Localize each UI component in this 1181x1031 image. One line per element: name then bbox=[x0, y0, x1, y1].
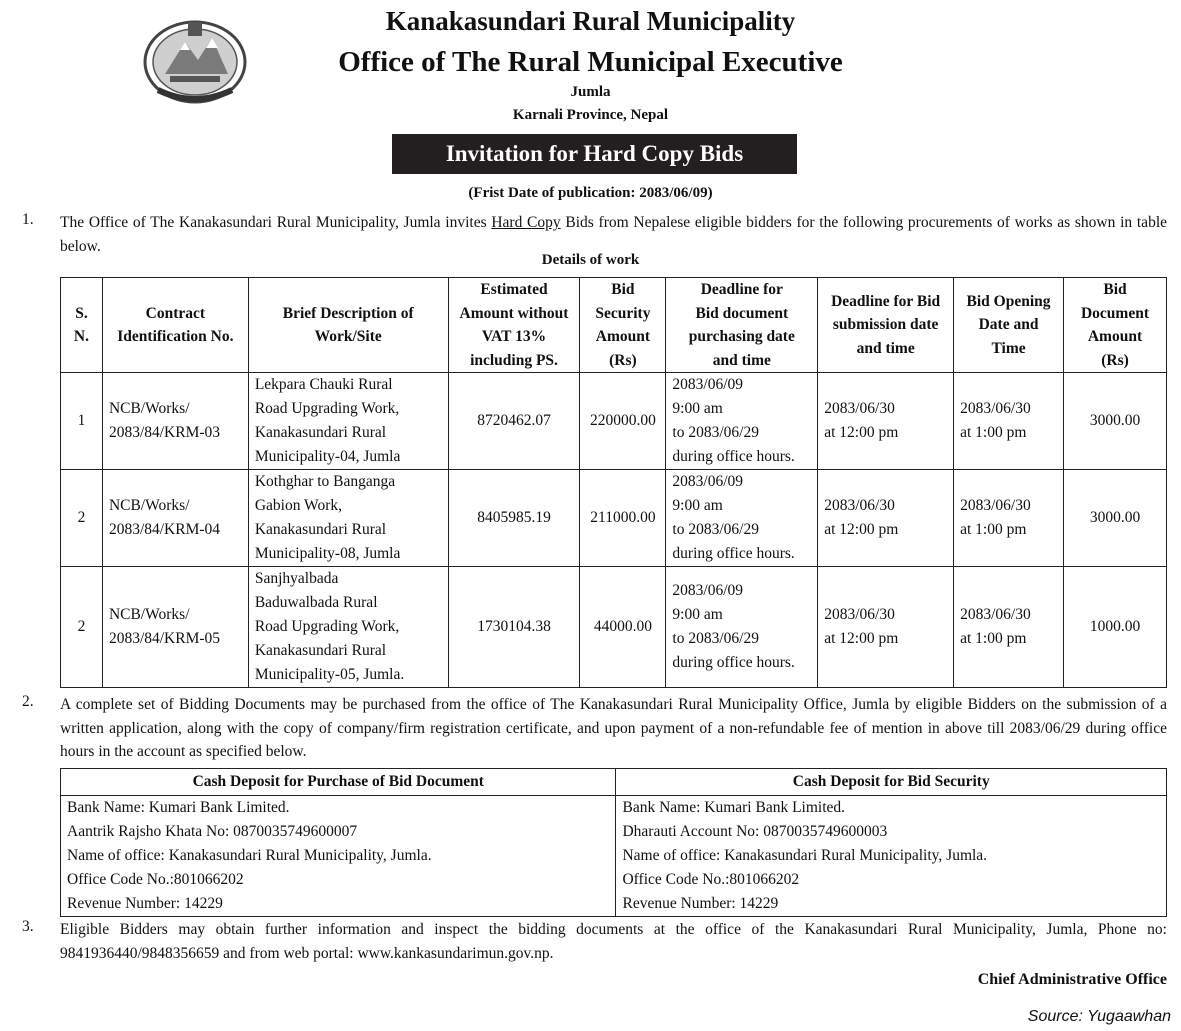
cell-doc-amount: 1000.00 bbox=[1064, 567, 1167, 688]
bank-right-line: Bank Name: Kumari Bank Limited. bbox=[622, 799, 846, 816]
para3-text: Eligible Bidders may obtain further information and inspect the bidding documents at the office of the Kanakasundari Rural Municipality, Jumla, Phone no: 9841936440/9848356659 and from web portal: www.kankasundarimun.gov.np. bbox=[60, 921, 1167, 962]
works-table bbox=[60, 277, 1167, 688]
table-header-row bbox=[61, 278, 1167, 373]
bank-right-line: Dharauti Account No: 0870035749600003 bbox=[622, 823, 888, 840]
header-contract: Contract Identification No. bbox=[102, 278, 248, 373]
para1-after: Bids from Nepalese eligible bidders for the following procurements of works as shown in table below. bbox=[60, 214, 1167, 255]
bank-left-line: Aantrik Rajsho Khata No: 0870035749600007 bbox=[67, 823, 358, 840]
notice-banner: Invitation for Hard Copy Bids bbox=[392, 134, 797, 174]
signoff: Chief Administrative Office bbox=[977, 971, 1167, 988]
table-caption: Details of work bbox=[541, 252, 640, 268]
header-description: Brief Description of Work/Site bbox=[248, 278, 448, 373]
cell-sn: 2 bbox=[61, 470, 103, 567]
cell-security: 211000.00 bbox=[580, 470, 666, 567]
cell-doc-deadline: 2083/06/09 9:00 am to 2083/06/29 during office hours. bbox=[666, 567, 818, 688]
cell-contract: NCB/Works/ 2083/84/KRM-05 bbox=[102, 567, 248, 688]
bank-left-line: Office Code No.:801066202 bbox=[67, 871, 244, 888]
para1-before: The Office of The Kanakasundari Rural Municipality, Jumla invites bbox=[60, 214, 492, 231]
bank-left-details bbox=[61, 796, 616, 917]
table-row bbox=[61, 470, 1167, 567]
cell-description: Lekpara Chauki Rural Road Upgrading Work, Kanakasundari Rural Municipality-04, Jumla bbox=[248, 373, 448, 470]
para3-number: 3. bbox=[22, 918, 34, 935]
cell-doc-deadline: 2083/06/09 9:00 am to 2083/06/29 during office hours. bbox=[666, 373, 818, 470]
source-credit: Source: Yugaawhan bbox=[1027, 1008, 1171, 1025]
bank-left-line: Name of office: Kanakasundari Rural Municipality, Jumla. bbox=[67, 847, 432, 864]
cell-sn: 2 bbox=[61, 567, 103, 688]
cell-description: Kothghar to Banganga Gabion Work, Kanakasundari Rural Municipality-08, Jumla bbox=[248, 470, 448, 567]
cell-security: 220000.00 bbox=[580, 373, 666, 470]
bank-right-details bbox=[616, 796, 1167, 917]
bank-details-table bbox=[60, 768, 1167, 917]
cell-description: Sanjhyalbada Baduwalbada Rural Road Upgrading Work, Kanakasundari Rural Municipality-05, Jumla. bbox=[248, 567, 448, 688]
header-amount: Estimated Amount without VAT 13% including PS. bbox=[448, 278, 580, 373]
header-sn: S. N. bbox=[61, 278, 103, 373]
header-doc-deadline: Deadline for Bid document purchasing date and time bbox=[666, 278, 818, 373]
cell-sub-deadline: 2083/06/30 at 12:00 pm bbox=[818, 373, 954, 470]
bank-right-line: Name of office: Kanakasundari Rural Municipality, Jumla. bbox=[622, 847, 988, 864]
bank-left-line: Bank Name: Kumari Bank Limited. bbox=[67, 799, 290, 816]
cell-doc-amount: 3000.00 bbox=[1064, 470, 1167, 567]
bank-right-line: Revenue Number: 14229 bbox=[622, 895, 779, 912]
table-row bbox=[61, 373, 1167, 470]
municipality-title: Kanakasundari Rural Municipality bbox=[385, 6, 796, 36]
para1-number: 1. bbox=[22, 211, 34, 228]
para2-text: A complete set of Bidding Documents may be purchased from the office of The Kanakasundari Rural Municipality Office, Jumla by eligible Bidders on the submission of a written application, along with the copy of company/firm registration certificate, and upon payment of a non-refundable fee of mention in above till 2083/06/29 during office hours in the account as specified below. bbox=[60, 696, 1167, 760]
bank-left-title: Cash Deposit for Purchase of Bid Document bbox=[61, 769, 616, 796]
cell-doc-amount: 3000.00 bbox=[1064, 373, 1167, 470]
para2-number: 2. bbox=[22, 693, 34, 710]
bank-right-line: Office Code No.:801066202 bbox=[622, 871, 800, 888]
cell-sn: 1 bbox=[61, 373, 103, 470]
cell-opening: 2083/06/30 at 1:00 pm bbox=[954, 470, 1064, 567]
province-line: Karnali Province, Nepal bbox=[512, 107, 669, 123]
header-doc-amount: Bid Document Amount (Rs) bbox=[1064, 278, 1167, 373]
cell-amount: 8405985.19 bbox=[448, 470, 580, 567]
header-sub-deadline: Deadline for Bid submission date and time bbox=[818, 278, 954, 373]
cell-security: 44000.00 bbox=[580, 567, 666, 688]
office-title: Office of The Rural Municipal Executive bbox=[338, 46, 843, 78]
para1-text bbox=[60, 211, 1167, 258]
bank-details-row bbox=[61, 796, 1167, 917]
table-row bbox=[61, 567, 1167, 688]
bank-right-title: Cash Deposit for Bid Security bbox=[616, 769, 1167, 796]
cell-amount: 8720462.07 bbox=[448, 373, 580, 470]
bank-header-row bbox=[61, 769, 1167, 796]
cell-sub-deadline: 2083/06/30 at 12:00 pm bbox=[818, 567, 954, 688]
header-security: Bid Security Amount (Rs) bbox=[580, 278, 666, 373]
bank-left-line: Revenue Number: 14229 bbox=[67, 895, 223, 912]
cell-amount: 1730104.38 bbox=[448, 567, 580, 688]
district-line: Jumla bbox=[570, 84, 611, 100]
cell-sub-deadline: 2083/06/30 at 12:00 pm bbox=[818, 470, 954, 567]
publication-date: (Frist Date of publication: 2083/06/09) bbox=[468, 185, 713, 201]
para1-underlined: Hard Copy bbox=[491, 214, 561, 231]
cell-opening: 2083/06/30 at 1:00 pm bbox=[954, 373, 1064, 470]
cell-contract: NCB/Works/ 2083/84/KRM-03 bbox=[102, 373, 248, 470]
header-opening: Bid Opening Date and Time bbox=[954, 278, 1064, 373]
cell-contract: NCB/Works/ 2083/84/KRM-04 bbox=[102, 470, 248, 567]
cell-doc-deadline: 2083/06/09 9:00 am to 2083/06/29 during office hours. bbox=[666, 470, 818, 567]
cell-opening: 2083/06/30 at 1:00 pm bbox=[954, 567, 1064, 688]
